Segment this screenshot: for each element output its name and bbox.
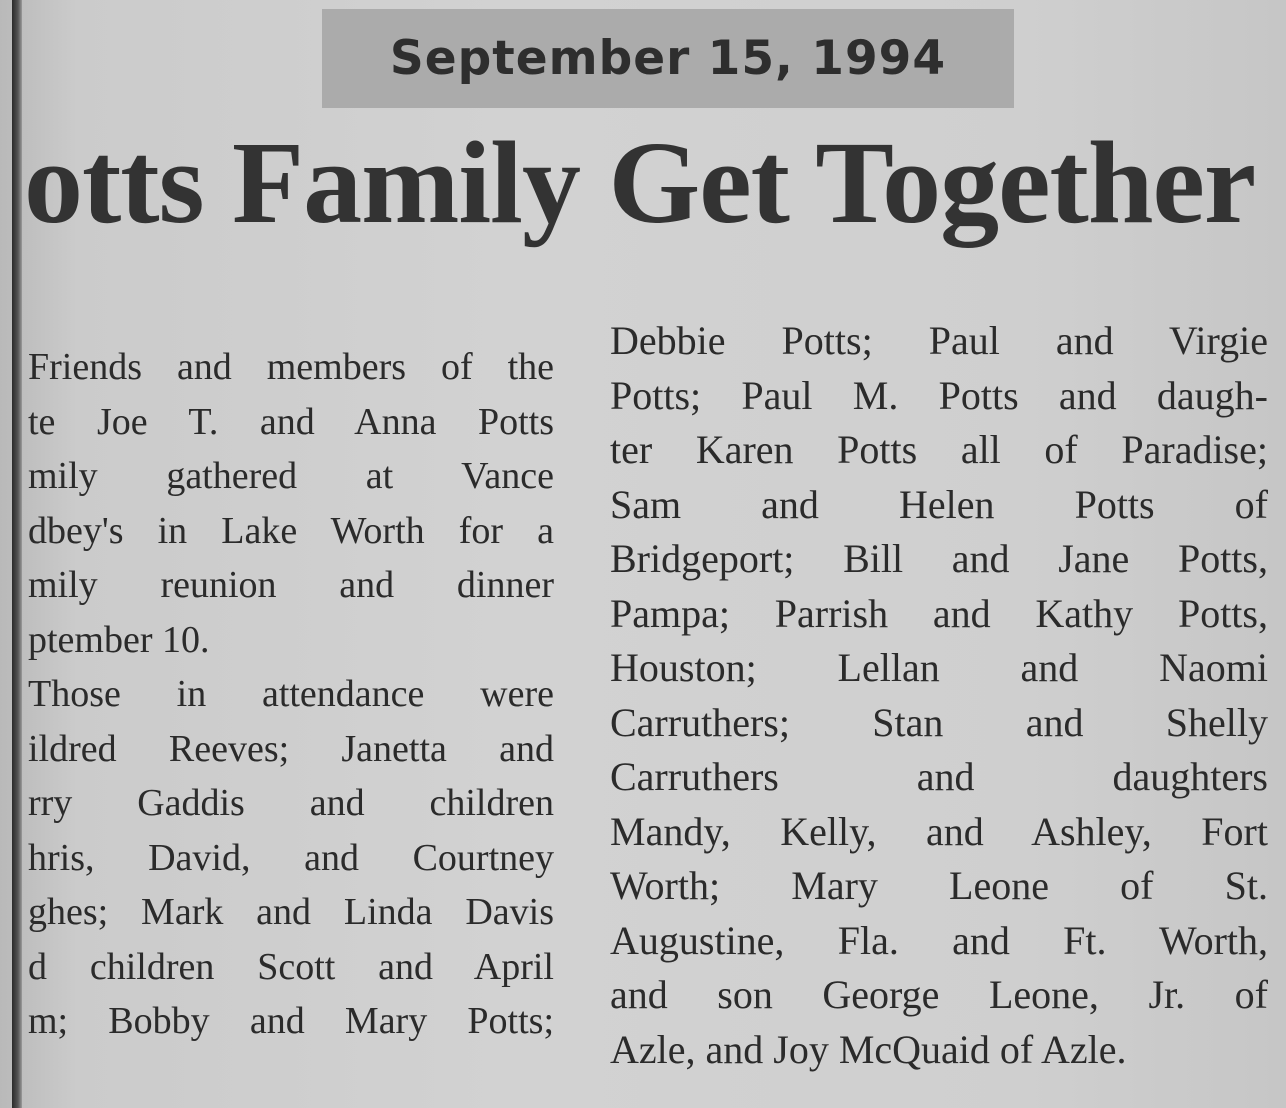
body-line: Pampa; Parrish and Kathy Potts, bbox=[610, 590, 1268, 636]
body-line: Azle, and Joy McQuaid of Azle. bbox=[610, 1026, 1127, 1072]
body-line: te Joe T. and Anna Potts bbox=[28, 400, 554, 443]
left-column bbox=[28, 340, 554, 1049]
body-line: Bridgeport; Bill and Jane Potts, bbox=[610, 536, 1268, 581]
body-line: Mandy, Kelly, and Ashley, Fort bbox=[610, 808, 1268, 854]
body-line: d children Scott and April bbox=[28, 945, 554, 988]
body-line: Friends and members of the bbox=[28, 346, 554, 388]
right-column bbox=[610, 314, 1268, 1077]
body-line: rry Gaddis and children bbox=[28, 782, 554, 824]
body-line: Debbie Potts; Paul and Virgie bbox=[610, 318, 1268, 363]
body-line: ter Karen Potts all of Paradise; bbox=[610, 427, 1268, 472]
body-line: ghes; Mark and Linda Davis bbox=[28, 891, 554, 933]
body-line: mily reunion and dinner bbox=[28, 564, 554, 606]
body-line: Carruthers and daughters bbox=[610, 754, 1268, 799]
body-line: Worth; Mary Leone of St. bbox=[610, 863, 1268, 908]
article-headline: otts Family Get Together bbox=[24, 118, 1256, 248]
date-banner bbox=[322, 9, 1014, 108]
body-line: ptember 10. bbox=[28, 618, 210, 661]
body-line: dbey's in Lake Worth for a bbox=[28, 509, 554, 552]
body-line: mily gathered at Vance bbox=[28, 455, 554, 497]
body-line: m; Bobby and Mary Potts; bbox=[28, 1000, 554, 1042]
body-line: Sam and Helen Potts of bbox=[610, 481, 1268, 527]
body-line: Carruthers; Stan and Shelly bbox=[610, 699, 1268, 745]
body-line: ildred Reeves; Janetta and bbox=[28, 727, 554, 770]
body-line: Houston; Lellan and Naomi bbox=[610, 645, 1268, 690]
body-line: Augustine, Fla. and Ft. Worth, bbox=[610, 917, 1268, 963]
body-line: Those in attendance were bbox=[28, 673, 554, 715]
page-fold-shadow bbox=[12, 0, 22, 1108]
body-line: Potts; Paul M. Potts and daugh- bbox=[610, 372, 1268, 418]
body-line: and son George Leone, Jr. of bbox=[610, 972, 1268, 1017]
article-date: September 15, 1994 bbox=[389, 31, 947, 86]
body-line: hris, David, and Courtney bbox=[28, 836, 554, 879]
